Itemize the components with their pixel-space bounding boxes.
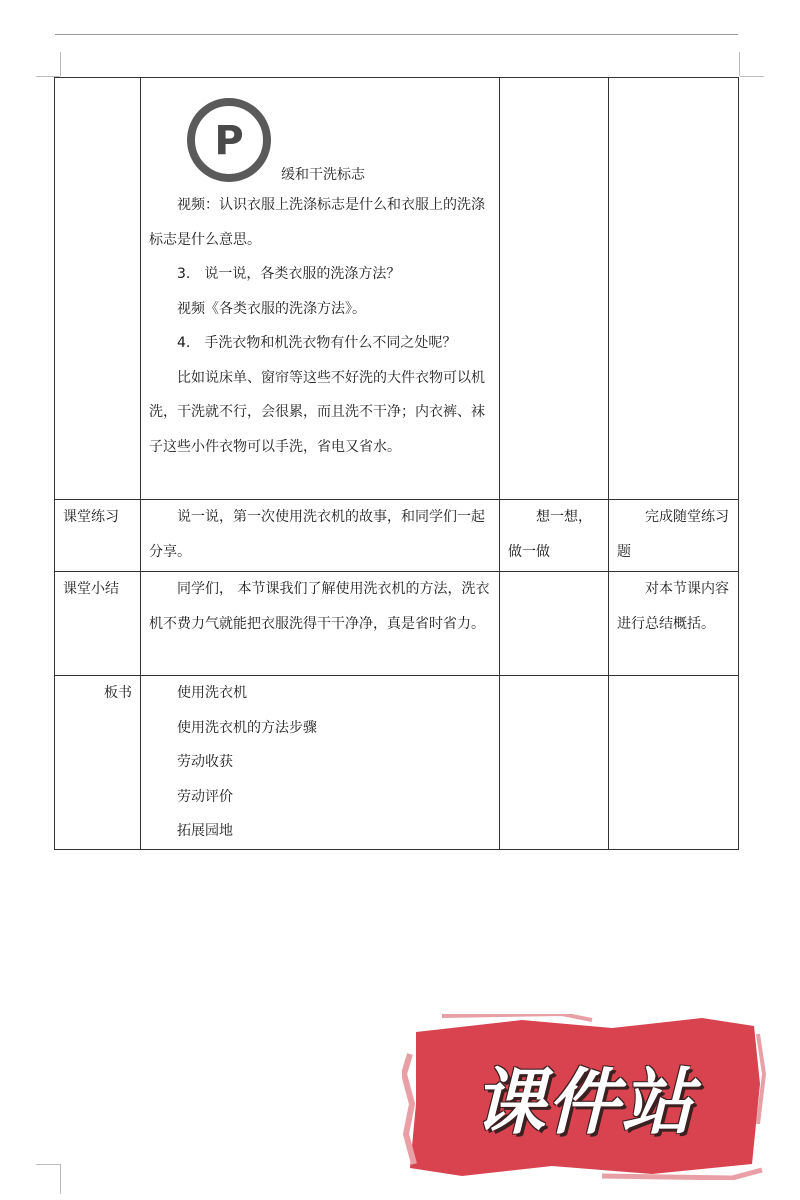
video-note-2: 视频《各类衣服的洗涤方法》。 xyxy=(177,300,366,317)
symbol-letter: P xyxy=(214,118,244,164)
board-content xyxy=(141,676,500,850)
board-item: 使用洗衣机的方法步骤 xyxy=(177,719,317,736)
content-cell xyxy=(141,78,500,500)
board-label: 板书 xyxy=(55,676,141,850)
student-activity-cell xyxy=(500,78,609,500)
practice-student-activity: 想一想，做一做 xyxy=(500,500,609,572)
table-row xyxy=(55,500,739,572)
lesson-plan-table xyxy=(54,77,739,850)
summary-student-activity xyxy=(500,572,609,676)
summary-intent: 对本节课内容进行总结概括。 xyxy=(609,572,739,676)
board-intent xyxy=(609,676,739,850)
board-item: 使用洗衣机 xyxy=(177,685,247,701)
dry-clean-p-icon xyxy=(183,94,275,186)
crop-mark xyxy=(740,76,764,77)
question-3: 3. 说一说，各类衣服的洗涤方法？ xyxy=(177,266,401,282)
board-item: 劳动收获 xyxy=(177,754,233,770)
crop-mark xyxy=(60,1164,61,1194)
table-row xyxy=(55,676,739,850)
video-note-1: 视频：认识衣服上洗涤标志是什么和衣服上的洗涤标志是什么意思。 xyxy=(149,197,485,248)
table-row xyxy=(55,78,739,500)
crop-mark xyxy=(36,1164,60,1165)
page-header-rule xyxy=(55,34,738,35)
design-intent-cell xyxy=(609,78,739,500)
question-4: 4. 手洗衣物和机洗衣物有什么不同之处呢？ xyxy=(177,335,457,351)
stage-cell xyxy=(55,78,141,500)
summary-label: 课堂小结 xyxy=(55,572,141,676)
practice-label: 课堂练习 xyxy=(55,500,141,572)
crop-mark xyxy=(739,52,740,76)
crop-mark xyxy=(60,52,61,76)
watermark-text: 课件站 xyxy=(472,1060,695,1144)
practice-intent: 完成随堂练习题 xyxy=(609,500,739,572)
board-item: 拓展园地 xyxy=(177,823,233,839)
board-student-activity xyxy=(500,676,609,850)
table-row xyxy=(55,572,739,676)
explanation-text: 比如说床单、窗帘等这些不好洗的大件衣物可以机洗，干洗就不行，会很累，而且洗不干净；内衣裤、袜子这些小件衣物可以手洗，省电又省水。 xyxy=(149,369,485,455)
symbol-caption: 缓和干洗标志 xyxy=(281,167,365,183)
board-item: 劳动评价 xyxy=(177,788,233,805)
watermark-stamp xyxy=(402,1014,766,1180)
summary-content: 同学们， 本节课我们了解使用洗衣机的方法，洗衣机不费力气就能把衣服洗得干干净净，真是省时省力。 xyxy=(141,572,500,676)
practice-content: 说一说，第一次使用洗衣机的故事，和同学们一起分享。 xyxy=(141,500,500,572)
wash-symbol-figure xyxy=(149,78,491,188)
